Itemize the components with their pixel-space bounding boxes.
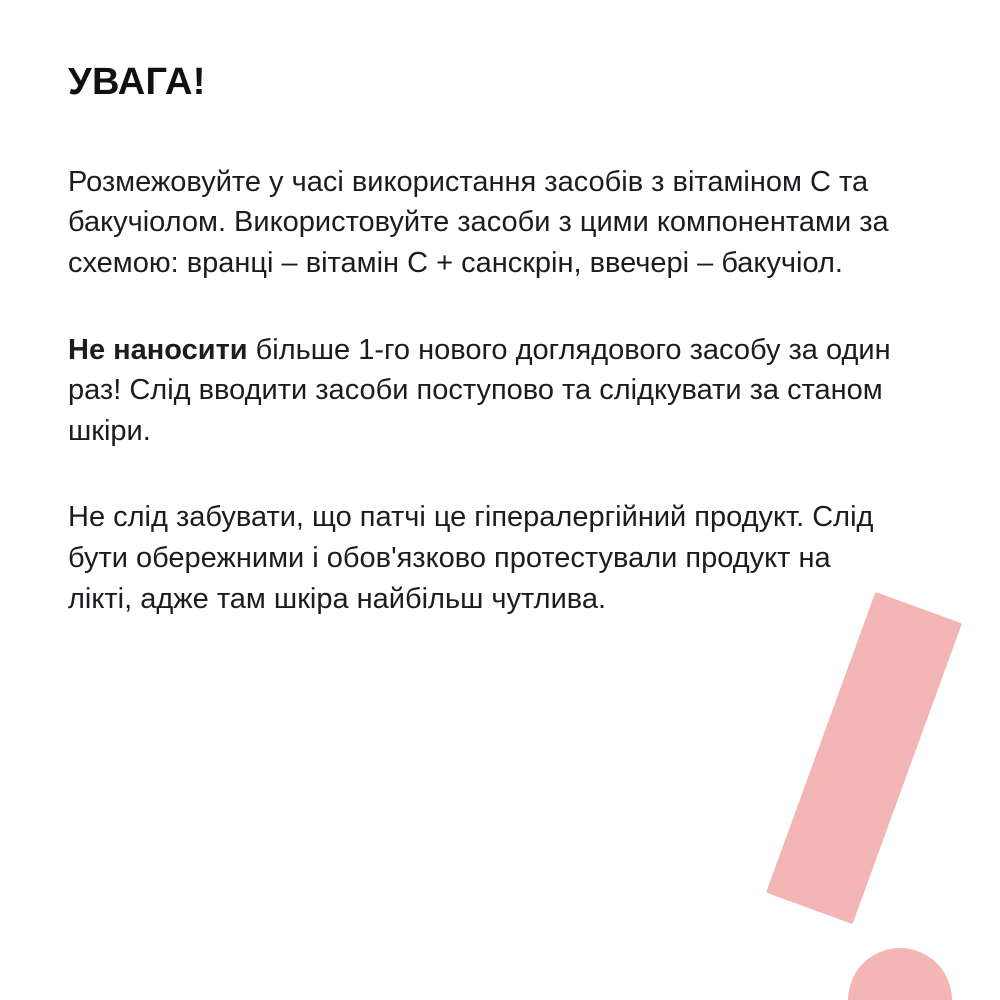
paragraph-application-lead: Не наносити: [68, 333, 248, 366]
paragraph-application: [68, 330, 898, 452]
page-title: УВАГА!: [68, 61, 206, 103]
exclamation-bar: [766, 592, 962, 924]
paragraph-patches: Не слід забувати, що патчі це гіпералергійний продукт. Слід бути обережними і обов'язково протестували продукт на лікті, адже там шкіра найбільш чутлива.: [68, 501, 874, 615]
exclamation-dot: [848, 948, 952, 1000]
paragraph-application-text: більше 1-го нового доглядового засобу за один раз! Слід вводити засоби поступово та слідкувати за станом шкіри.: [68, 333, 891, 447]
paragraph-timing: Розмежовуйте у часі використання засобів з вітаміном С та бакучіолом. Використовуйте засоби з цими компонентами за схемою: вранці – вітамін С + санскрін, ввечері – бакучіол.: [68, 165, 889, 279]
exclamation-mark-icon: [740, 580, 1000, 1000]
